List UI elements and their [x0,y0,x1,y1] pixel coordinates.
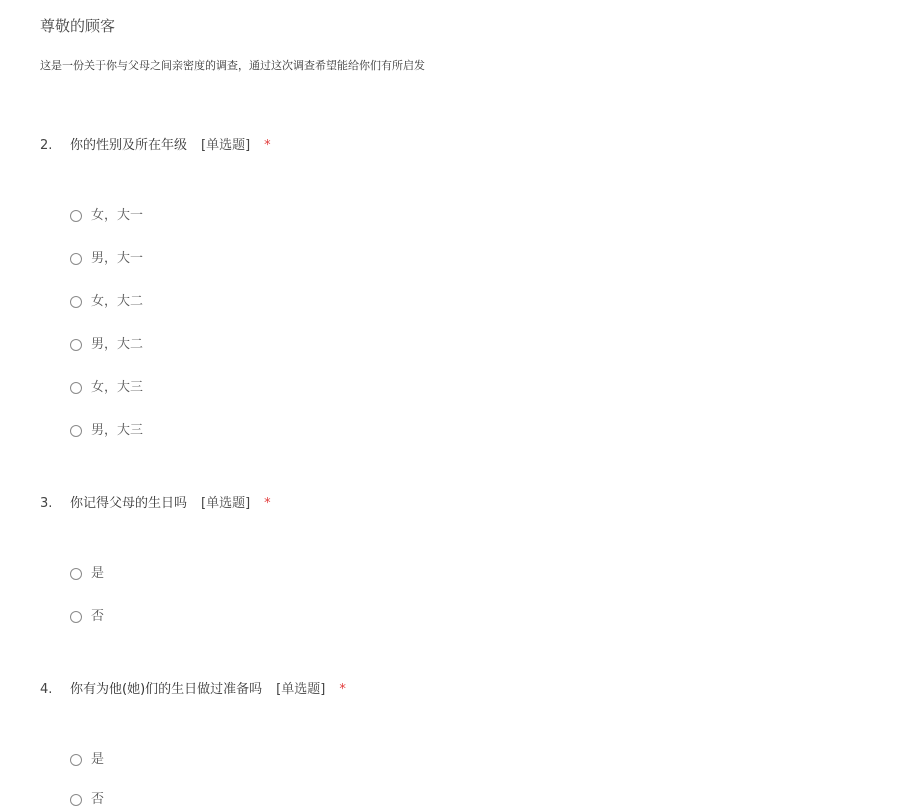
option-radio[interactable] [70,791,104,809]
option-label: 是 [91,752,105,767]
survey-intro: 这是一份关于你与父母之间亲密度的调查，通过这次调查希望能给你们有所启发 [40,59,425,72]
question-type-tag: [单选题] [276,682,326,697]
required-mark: * [339,682,346,697]
question-number: 2. [40,138,53,153]
radio-icon[interactable] [70,210,82,222]
required-mark: * [264,138,271,153]
option-radio[interactable] [70,293,143,311]
option-label: 男，大三 [91,423,144,438]
option-label: 女，大三 [91,380,144,395]
radio-icon[interactable] [70,339,82,351]
option-label: 女，大一 [91,208,144,223]
option-label: 否 [91,792,105,807]
radio-icon[interactable] [70,611,82,623]
radio-icon[interactable] [70,754,82,766]
greeting-title: 尊敬的顾客 [40,17,116,35]
option-radio[interactable] [70,336,143,354]
question-text: 你有为他(她)们的生日做过准备吗 [70,682,263,697]
radio-icon[interactable] [70,382,82,394]
option-radio[interactable] [70,608,104,626]
radio-icon[interactable] [70,253,82,265]
question-number: 3. [40,496,53,511]
radio-icon[interactable] [70,296,82,308]
radio-icon[interactable] [70,794,82,806]
option-radio[interactable] [70,751,104,769]
option-radio[interactable] [70,422,143,440]
question-text: 你的性别及所在年级 [70,138,188,153]
radio-icon[interactable] [70,425,82,437]
option-label: 是 [91,566,105,581]
option-radio[interactable] [70,565,104,583]
question-number: 4. [40,682,53,697]
option-label: 男，大二 [91,337,144,352]
option-label: 否 [91,609,105,624]
option-radio[interactable] [70,250,143,268]
question-type-tag: [单选题] [201,496,251,511]
question-type-tag: [单选题] [201,138,251,153]
option-radio[interactable] [70,207,143,225]
option-label: 男，大一 [91,251,144,266]
required-mark: * [264,496,271,511]
option-radio[interactable] [70,379,143,397]
question-text: 你记得父母的生日吗 [70,496,188,511]
question-title [40,681,346,699]
question-title [40,137,271,155]
question-title [40,495,271,513]
radio-icon[interactable] [70,568,82,580]
option-label: 女，大二 [91,294,144,309]
